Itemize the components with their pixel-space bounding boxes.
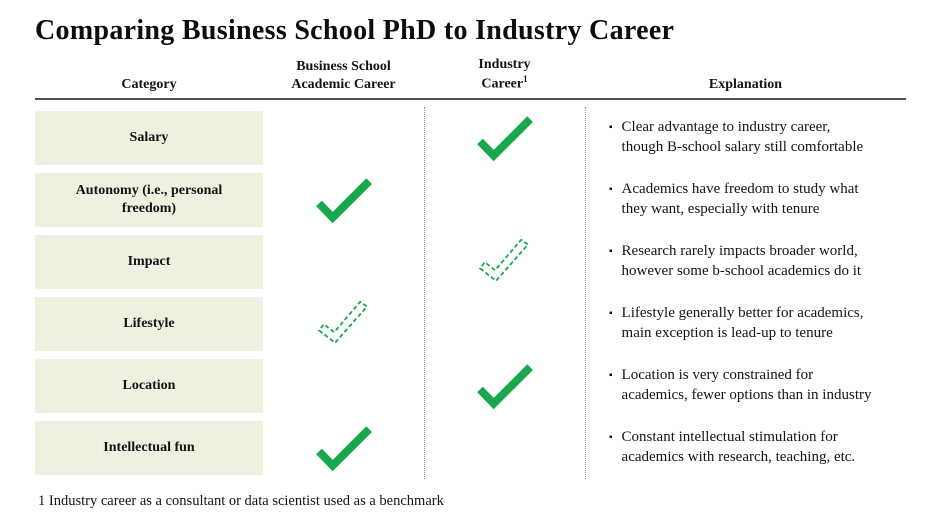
category-cell: [35, 421, 263, 475]
explanation-lines: [622, 428, 856, 468]
explanation-line: however some b-school academics do it: [621, 263, 862, 280]
page-title: Comparing Business School PhD to Industry Career: [35, 15, 675, 46]
footnote-marker: 1: [523, 74, 528, 85]
explanation-cell: [585, 180, 906, 220]
category-cell: [35, 359, 263, 413]
academic-mark-cell: [263, 293, 424, 355]
check-solid-icon: [315, 425, 372, 472]
explanation-lines: [622, 118, 864, 158]
explanation-cell: [585, 428, 906, 468]
category-cell: [35, 297, 263, 351]
bullet-icon: ▪: [609, 122, 613, 134]
table-row: [35, 169, 906, 231]
category-cell: [35, 235, 263, 289]
category-label: Location: [122, 377, 176, 393]
explanation-line: main exception is lead-up to tenure: [621, 325, 833, 342]
column-header-explanation: Explanation: [708, 76, 783, 92]
explanation-lines: [622, 180, 859, 220]
industry-mark-cell: [424, 169, 585, 231]
explanation-line: though B-school salary still comfortable: [621, 139, 864, 156]
industry-header-line1: Industry: [478, 57, 531, 72]
bullet-icon: ▪: [609, 432, 613, 444]
explanation-cell: [585, 304, 906, 344]
industry-header-line2: Career: [481, 76, 524, 92]
table-header: [35, 56, 906, 100]
explanation-line: they want, especially with tenure: [621, 201, 820, 218]
academic-mark-cell: [263, 417, 424, 479]
explanation-lines: [622, 304, 864, 344]
category-label: Intellectual fun: [103, 439, 195, 455]
column-header-category: Category: [121, 76, 177, 92]
explanation-line: Research rarely impacts broader world,: [621, 243, 858, 260]
check-dashed-icon: [315, 300, 372, 348]
column-header-academic: [263, 58, 424, 94]
explanation-cell: [585, 118, 906, 158]
explanation-lines: [622, 242, 862, 282]
table-row: [35, 417, 906, 479]
explanation-line: academics with research, teaching, etc.: [621, 449, 856, 466]
academic-mark-cell: [263, 107, 424, 169]
table-body: [35, 107, 906, 479]
category-label: Lifestyle: [123, 315, 175, 331]
check-solid-icon: [315, 177, 372, 224]
explanation-lines: [622, 366, 872, 406]
category-label: Autonomy (i.e., personal freedom): [75, 182, 223, 217]
check-dashed-icon: [476, 238, 533, 286]
industry-mark-cell: [424, 417, 585, 479]
bullet-icon: ▪: [609, 246, 613, 258]
explanation-line: Location is very constrained for: [621, 367, 814, 384]
academic-mark-cell: [263, 231, 424, 293]
academic-header-line2: Academic Career: [291, 76, 396, 92]
category-label: Impact: [127, 253, 171, 269]
category-cell: [35, 111, 263, 165]
explanation-line: academics, fewer options than in industry: [621, 387, 872, 404]
bullet-icon: ▪: [609, 184, 613, 196]
explanation-cell: [585, 366, 906, 406]
category-label: Salary: [129, 129, 169, 145]
column-divider-right: [585, 107, 586, 479]
table-row: [35, 293, 906, 355]
table-row: [35, 355, 906, 417]
industry-mark-cell: [424, 107, 585, 169]
check-solid-icon: [476, 363, 533, 410]
explanation-cell: [585, 242, 906, 282]
academic-mark-cell: [263, 169, 424, 231]
category-cell: [35, 173, 263, 227]
check-solid-icon: [476, 115, 533, 162]
explanation-line: Constant intellectual stimulation for: [621, 429, 838, 446]
bullet-icon: ▪: [609, 308, 613, 320]
industry-mark-cell: [424, 293, 585, 355]
explanation-line: Clear advantage to industry career,: [621, 119, 831, 136]
industry-mark-cell: [424, 231, 585, 293]
table-row: [35, 231, 906, 293]
table-row: [35, 107, 906, 169]
academic-mark-cell: [263, 355, 424, 417]
bullet-icon: ▪: [609, 370, 613, 382]
column-divider-left: [424, 107, 425, 479]
footnote: 1 Industry career as a consultant or data scientist used as a benchmark: [38, 493, 444, 510]
industry-mark-cell: [424, 355, 585, 417]
explanation-line: Academics have freedom to study what: [621, 181, 859, 198]
column-header-industry: [424, 56, 585, 94]
academic-header-line1: Business School: [296, 58, 391, 74]
explanation-line: Lifestyle generally better for academics,: [621, 305, 864, 322]
